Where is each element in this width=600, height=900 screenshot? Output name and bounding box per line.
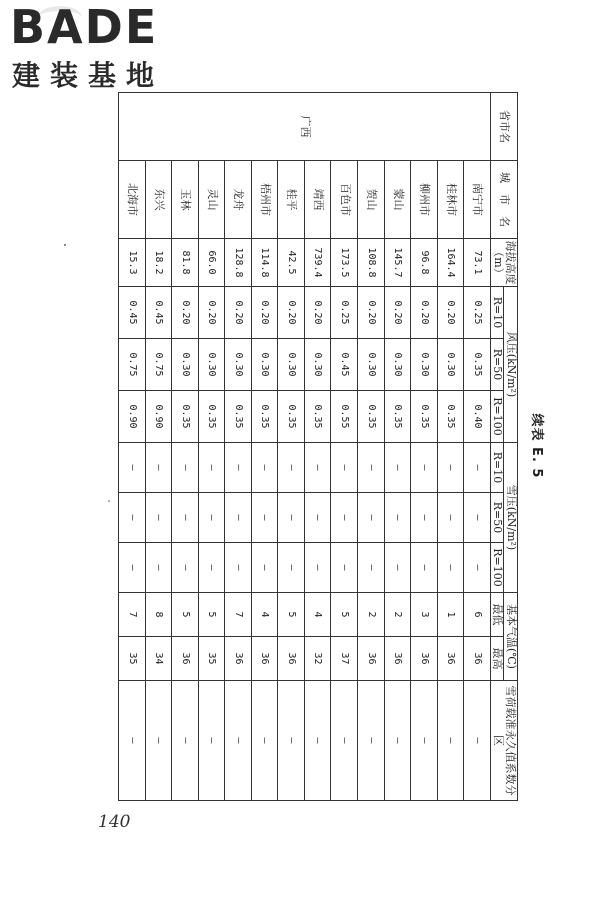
- cell-tmin: 3: [411, 593, 438, 637]
- cell-alt: 145.7: [384, 239, 411, 287]
- cell-w50: 0.30: [304, 339, 331, 391]
- cell-tmax: 36: [384, 637, 411, 681]
- cell-tmin: 6: [464, 593, 491, 637]
- cell-city: 梧州市: [251, 161, 278, 239]
- cell-w100: 0.40: [464, 391, 491, 443]
- bade-logo: [8, 0, 178, 92]
- cell-s10: —: [331, 443, 358, 493]
- cell-w100: 0.35: [278, 391, 305, 443]
- cell-w100: 0.35: [198, 391, 225, 443]
- table-row: [331, 93, 358, 801]
- table-row: [437, 93, 464, 801]
- cell-city: 东兴: [145, 161, 172, 239]
- cell-w100: 0.55: [331, 391, 358, 443]
- cell-zone: —: [172, 681, 199, 801]
- cell-tmin: 5: [198, 593, 225, 637]
- header-snow-r10: R=10: [490, 443, 504, 493]
- cell-w10: 0.20: [437, 287, 464, 339]
- cell-s50: —: [172, 493, 199, 543]
- header-snow: 雪压(kN/m²): [504, 443, 518, 593]
- cell-alt: 96.8: [411, 239, 438, 287]
- cell-w10: 0.25: [464, 287, 491, 339]
- cell-tmin: 5: [172, 593, 199, 637]
- cell-w10: 0.20: [384, 287, 411, 339]
- cell-s10: —: [357, 443, 384, 493]
- cell-zone: —: [384, 681, 411, 801]
- cell-w100: 0.90: [119, 391, 146, 443]
- cell-zone: —: [225, 681, 252, 801]
- cell-tmax: 35: [198, 637, 225, 681]
- cell-w10: 0.20: [198, 287, 225, 339]
- header-wind-r10: R=10: [490, 287, 504, 339]
- cell-s100: —: [357, 543, 384, 593]
- cell-s50: —: [357, 493, 384, 543]
- cell-w50: 0.75: [145, 339, 172, 391]
- table-row: [411, 93, 438, 801]
- cell-s10: —: [437, 443, 464, 493]
- cell-tmax: 36: [411, 637, 438, 681]
- province-cell: 广西: [119, 93, 491, 161]
- cell-w10: 0.20: [251, 287, 278, 339]
- cell-tmax: 32: [304, 637, 331, 681]
- cell-city: 灵山: [198, 161, 225, 239]
- cell-tmax: 36: [437, 637, 464, 681]
- cell-s50: —: [437, 493, 464, 543]
- cell-s50: —: [384, 493, 411, 543]
- cell-s100: —: [145, 543, 172, 593]
- header-wind-r100: R=100: [490, 391, 504, 443]
- cell-w10: 0.20: [278, 287, 305, 339]
- header-row-1: [504, 93, 518, 801]
- cell-alt: 18.2: [145, 239, 172, 287]
- cell-w50: 0.30: [384, 339, 411, 391]
- header-temp-max: 最高: [490, 637, 504, 681]
- cell-tmin: 5: [331, 593, 358, 637]
- header-temperature: 基本气温(℃): [504, 593, 518, 681]
- cell-alt: 108.8: [357, 239, 384, 287]
- cell-s100: —: [198, 543, 225, 593]
- cell-s50: —: [145, 493, 172, 543]
- cell-s100: —: [464, 543, 491, 593]
- cell-city: 桂平: [278, 161, 305, 239]
- table-row: [464, 93, 491, 801]
- cell-tmax: 37: [331, 637, 358, 681]
- table-row: [119, 93, 146, 801]
- cell-alt: 114.8: [251, 239, 278, 287]
- cell-s10: —: [145, 443, 172, 493]
- cell-w50: 0.30: [437, 339, 464, 391]
- cell-s100: —: [411, 543, 438, 593]
- header-temp-min: 最低: [490, 593, 504, 637]
- table-row: [172, 93, 199, 801]
- cell-w50: 0.75: [119, 339, 146, 391]
- cell-s10: —: [464, 443, 491, 493]
- header-city: 城 市 名: [490, 161, 517, 239]
- logo-subtitle: 建装基地: [12, 59, 165, 92]
- cell-zone: —: [357, 681, 384, 801]
- cell-w100: 0.35: [357, 391, 384, 443]
- cell-w10: 0.45: [145, 287, 172, 339]
- cell-city: 蒙山: [384, 161, 411, 239]
- logo-wordmark: BADE: [10, 0, 159, 54]
- cell-city: 龙舟: [225, 161, 252, 239]
- cell-city: 南宁市: [464, 161, 491, 239]
- cell-s50: —: [251, 493, 278, 543]
- cell-w100: 0.35: [304, 391, 331, 443]
- cell-tmin: 1: [437, 593, 464, 637]
- cell-zone: —: [251, 681, 278, 801]
- cell-city: 北海市: [119, 161, 146, 239]
- rotated-table-region: [118, 92, 544, 800]
- cell-w10: 0.20: [225, 287, 252, 339]
- cell-w100: 0.35: [384, 391, 411, 443]
- header-province: 省市名: [490, 93, 517, 161]
- cell-s100: —: [278, 543, 305, 593]
- cell-zone: —: [464, 681, 491, 801]
- cell-s50: —: [198, 493, 225, 543]
- cell-w100: 0.35: [225, 391, 252, 443]
- header-wind-r50: R=50: [490, 339, 504, 391]
- cell-alt: 739.4: [304, 239, 331, 287]
- scan-speck: [64, 244, 66, 246]
- cell-s10: —: [251, 443, 278, 493]
- cell-alt: 66.0: [198, 239, 225, 287]
- cell-s50: —: [464, 493, 491, 543]
- cell-alt: 164.4: [437, 239, 464, 287]
- cell-w100: 0.35: [172, 391, 199, 443]
- cell-s100: —: [331, 543, 358, 593]
- cell-s10: —: [198, 443, 225, 493]
- header-altitude: 海拔高度（m）: [491, 240, 518, 285]
- cell-w50: 0.45: [331, 339, 358, 391]
- cell-city: 柳州市: [411, 161, 438, 239]
- cell-w10: 0.25: [331, 287, 358, 339]
- cell-s10: —: [304, 443, 331, 493]
- cell-tmax: 35: [119, 637, 146, 681]
- cell-tmax: 34: [145, 637, 172, 681]
- cell-w100: 0.90: [145, 391, 172, 443]
- cell-zone: —: [145, 681, 172, 801]
- cell-tmax: 36: [172, 637, 199, 681]
- cell-zone: —: [304, 681, 331, 801]
- table-row: [278, 93, 305, 801]
- cell-s50: —: [225, 493, 252, 543]
- cell-s10: —: [172, 443, 199, 493]
- cell-s10: —: [119, 443, 146, 493]
- cell-s50: —: [119, 493, 146, 543]
- cell-city: 贺山: [357, 161, 384, 239]
- cell-w100: 0.35: [251, 391, 278, 443]
- cell-zone: —: [411, 681, 438, 801]
- cell-s100: —: [225, 543, 252, 593]
- table-row: [198, 93, 225, 801]
- cell-w50: 0.30: [357, 339, 384, 391]
- table-row: [304, 93, 331, 801]
- cell-tmin: 7: [119, 593, 146, 637]
- cell-tmax: 36: [278, 637, 305, 681]
- cell-tmax: 36: [464, 637, 491, 681]
- cell-alt: 15.3: [119, 239, 146, 287]
- cell-alt: 173.5: [331, 239, 358, 287]
- cell-s10: —: [278, 443, 305, 493]
- cell-alt: 81.8: [172, 239, 199, 287]
- cell-alt: 128.8: [225, 239, 252, 287]
- cell-w100: 0.35: [437, 391, 464, 443]
- table-row: [145, 93, 172, 801]
- cell-s50: —: [331, 493, 358, 543]
- cell-w50: 0.30: [225, 339, 252, 391]
- cell-tmin: 8: [145, 593, 172, 637]
- cell-tmin: 4: [304, 593, 331, 637]
- cell-city: 桂林市: [437, 161, 464, 239]
- cell-city: 百色市: [331, 161, 358, 239]
- cell-w50: 0.30: [411, 339, 438, 391]
- cell-w10: 0.20: [172, 287, 199, 339]
- cell-zone: —: [198, 681, 225, 801]
- cell-tmin: 2: [384, 593, 411, 637]
- header-snow-r100: R=100: [490, 543, 504, 593]
- page-number: 140: [98, 812, 131, 832]
- cell-alt: 73.1: [464, 239, 491, 287]
- table-row: [225, 93, 252, 801]
- cell-zone: —: [278, 681, 305, 801]
- table-row: [251, 93, 278, 801]
- cell-city: 玉林: [172, 161, 199, 239]
- header-wind: 风压(kN/m²): [504, 287, 518, 443]
- cell-zone: —: [437, 681, 464, 801]
- cell-w10: 0.20: [411, 287, 438, 339]
- table-rotated-container: [118, 92, 544, 800]
- cell-s10: —: [411, 443, 438, 493]
- header-snow-r50: R=50: [490, 493, 504, 543]
- cell-s100: —: [304, 543, 331, 593]
- cell-w50: 0.30: [172, 339, 199, 391]
- cell-w50: 0.30: [198, 339, 225, 391]
- table-row: [384, 93, 411, 801]
- cell-s10: —: [384, 443, 411, 493]
- cell-w10: 0.45: [119, 287, 146, 339]
- cell-s50: —: [304, 493, 331, 543]
- cell-tmin: 7: [225, 593, 252, 637]
- cell-s50: —: [411, 493, 438, 543]
- cell-w100: 0.35: [411, 391, 438, 443]
- cell-zone: —: [119, 681, 146, 801]
- cell-tmin: 4: [251, 593, 278, 637]
- cell-tmax: 36: [357, 637, 384, 681]
- cell-w10: 0.20: [304, 287, 331, 339]
- cell-zone: —: [331, 681, 358, 801]
- cell-s100: —: [384, 543, 411, 593]
- cell-w50: 0.35: [464, 339, 491, 391]
- cell-tmax: 36: [251, 637, 278, 681]
- cell-city: 靖西: [304, 161, 331, 239]
- cell-s100: —: [119, 543, 146, 593]
- climate-parameter-table: [118, 92, 518, 801]
- scan-speck: [108, 500, 110, 502]
- table-title: 续表 E. 5: [529, 413, 544, 479]
- cell-tmin: 5: [278, 593, 305, 637]
- cell-w50: 0.30: [278, 339, 305, 391]
- cell-s100: —: [172, 543, 199, 593]
- header-snow-zone: 雪荷载准永久值系数分区: [490, 681, 517, 801]
- cell-s50: —: [278, 493, 305, 543]
- cell-s100: —: [437, 543, 464, 593]
- table-row: [357, 93, 384, 801]
- cell-tmax: 36: [225, 637, 252, 681]
- cell-s100: —: [251, 543, 278, 593]
- cell-s10: —: [225, 443, 252, 493]
- cell-alt: 42.5: [278, 239, 305, 287]
- cell-w50: 0.30: [251, 339, 278, 391]
- cell-w10: 0.20: [357, 287, 384, 339]
- cell-tmin: 2: [357, 593, 384, 637]
